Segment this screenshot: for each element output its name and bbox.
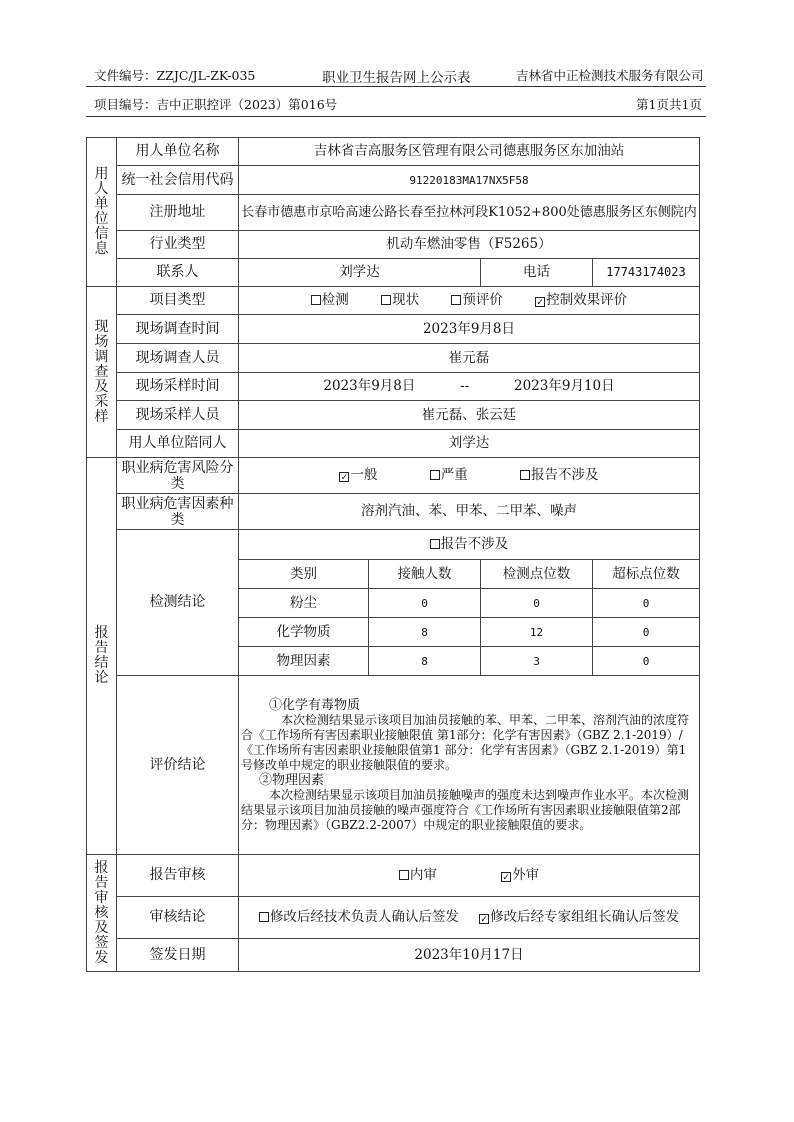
review-result-label: 审核结论	[117, 897, 239, 939]
project-type-options	[239, 287, 700, 315]
option-external-audit[interactable]: ✓ 外审	[502, 867, 540, 883]
employer-name-label: 用人单位名称	[117, 138, 239, 166]
col-header-category: 类别	[239, 560, 369, 589]
checkbox-icon: ✓	[502, 873, 510, 883]
escort-value: 刘学达	[239, 430, 700, 458]
evaluation-text	[239, 676, 700, 855]
risk-options	[239, 458, 700, 494]
phone-value: 17743174023	[593, 259, 700, 287]
industry-value: 机动车燃油零售（F5265）	[239, 231, 700, 259]
row-points: 0	[481, 589, 593, 618]
credit-code-label: 统一社会信用代码	[117, 166, 239, 195]
detection-na[interactable]: 报告不涉及	[239, 530, 700, 560]
contact-value: 刘学达	[239, 259, 481, 287]
company-name: 吉林省中正检测技术服务有限公司	[516, 68, 704, 83]
option-not-applicable[interactable]: 报告不涉及	[520, 468, 599, 483]
row-exceed: 0	[593, 618, 700, 647]
employer-name-value: 吉林省吉高服务区管理有限公司德惠服务区东加油站	[239, 138, 700, 166]
phone-label: 电话	[481, 259, 593, 287]
eval-heading-chemical: ①化学有毒物质	[269, 698, 361, 713]
row-exceed: 0	[593, 647, 700, 676]
checkbox-icon: ✓	[480, 915, 488, 925]
header-divider	[86, 86, 706, 87]
section-employer-info: 用 人 单 位 信 息	[87, 138, 117, 287]
row-category: 粉尘	[239, 589, 369, 618]
row-category: 化学物质	[239, 618, 369, 647]
option-expert-lead-confirm[interactable]: ✓ 修改后经专家组组长确认后签发	[480, 909, 680, 925]
col-header-points: 检测点位数	[481, 560, 593, 589]
checkbox-icon	[399, 870, 409, 880]
row-exceed: 0	[593, 589, 700, 618]
issue-date-label: 签发日期	[117, 939, 239, 972]
sampler-value: 崔元磊、张云廷	[239, 401, 700, 430]
sampling-time-label: 现场采样时间	[117, 373, 239, 401]
row-exposed: 0	[369, 589, 481, 618]
risk-label: 职业病危害风险分类	[117, 458, 239, 494]
option-detection[interactable]: 检测	[311, 293, 349, 308]
contact-label: 联系人	[117, 259, 239, 287]
page-title: 职业卫生报告网上公示表	[322, 70, 471, 86]
row-exposed: 8	[369, 618, 481, 647]
col-header-exceed: 超标点位数	[593, 560, 700, 589]
sampling-time-value	[239, 373, 700, 401]
section-site-survey: 现 场 调 查 及 采 样	[87, 287, 117, 458]
checkbox-icon	[311, 295, 321, 305]
row-exposed: 8	[369, 647, 481, 676]
option-severe[interactable]: 严重	[430, 468, 468, 483]
audit-label: 报告审核	[117, 855, 239, 897]
sampling-separator: --	[460, 378, 470, 394]
surveyor-value: 崔元磊	[239, 344, 700, 373]
disclosure-table	[86, 137, 700, 972]
page-number: 第1页共1页	[636, 97, 702, 112]
project-type-label: 项目类型	[117, 287, 239, 315]
checkbox-icon	[381, 295, 391, 305]
sampler-label: 现场采样人员	[117, 401, 239, 430]
address-value: 长春市德惠市京哈高速公路长春至拉林河段K1052+800处德惠服务区东侧院内	[239, 195, 700, 231]
row-points: 12	[481, 618, 593, 647]
project-number: 项目编号：吉中正职控评（2023）第016号	[94, 97, 338, 112]
option-status[interactable]: 现状	[381, 293, 419, 308]
option-pre-evaluation[interactable]: 预评价	[451, 293, 503, 308]
option-tech-lead-confirm[interactable]: 修改后经技术负责人确认后签发	[259, 910, 459, 925]
checkbox-icon: ✓	[536, 298, 544, 308]
section-review-issue: 报 告 审 核 及 签 发	[87, 855, 117, 972]
section-report-conclusion: 报 告 结 论	[87, 458, 117, 855]
eval-paragraph-physical: 本次检测结果显示该项目加油员接触噪声的强度未达到噪声作业水平。本次检测结果显示该项目加油员接触的噪声强度符合《工作场所有害因素职业接触限值第2部分：物理因素》（GBZ2.2-2007）中规定的职业接触限值的要求。	[241, 788, 690, 832]
eval-paragraph-chemical: 本次检测结果显示该项目加油员接触的苯、甲苯、二甲苯、溶剂汽油的浓度符合《工作场所有害因素职业接触限值 第1部分：化学有害因素》（GBZ 2.1-2019）/《工作场所有害因素职业接触限值第1 部分：化学有害因素》（GBZ 2.1-2019）第1 号修改单中规定的职业接触限值的要求。	[241, 713, 690, 772]
audit-options	[239, 855, 700, 897]
survey-time-value: 2023年9月8日	[239, 315, 700, 344]
option-general[interactable]: ✓ 一般	[340, 467, 378, 483]
factor-value: 溶剂汽油、苯、甲苯、二甲苯、噪声	[239, 494, 700, 530]
checkbox-icon	[451, 295, 461, 305]
checkbox-icon	[430, 470, 440, 480]
sampling-start: 2023年9月8日	[323, 378, 416, 394]
checkbox-icon	[520, 470, 530, 480]
option-control-effect[interactable]: ✓ 控制效果评价	[536, 292, 628, 308]
address-label: 注册地址	[117, 195, 239, 231]
checkbox-icon	[430, 539, 440, 549]
sampling-end: 2023年9月10日	[514, 378, 615, 394]
industry-label: 行业类型	[117, 231, 239, 259]
file-number: 文件编号：ZZJC/JL-ZK-035	[94, 68, 256, 83]
checkbox-icon: ✓	[340, 473, 349, 483]
header-divider-2	[86, 116, 706, 117]
col-header-exposed: 接触人数	[369, 560, 481, 589]
escort-label: 用人单位陪同人	[117, 430, 239, 458]
credit-code-value: 91220183MA17NX5F58	[239, 166, 700, 195]
evaluation-label: 评价结论	[117, 676, 239, 855]
row-category: 物理因素	[239, 647, 369, 676]
checkbox-icon	[259, 912, 269, 922]
row-points: 3	[481, 647, 593, 676]
option-internal-audit[interactable]: 内审	[399, 868, 437, 883]
survey-time-label: 现场调查时间	[117, 315, 239, 344]
issue-date-value: 2023年10月17日	[239, 939, 700, 972]
eval-heading-physical: ②物理因素	[259, 773, 325, 788]
surveyor-label: 现场调查人员	[117, 344, 239, 373]
detection-label: 检测结论	[117, 530, 239, 676]
review-result-options	[239, 897, 700, 939]
factor-label: 职业病危害因素种类	[117, 494, 239, 530]
